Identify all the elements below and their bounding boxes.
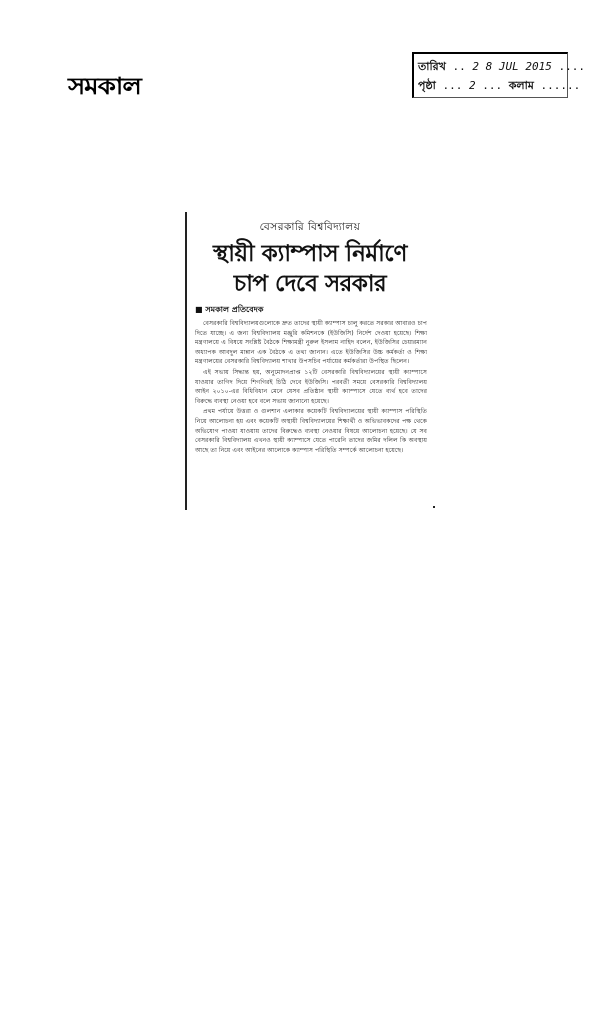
stamp-date-row: তারিখ .. 2 8 JUL 2015 .... [418,60,585,73]
stamp-column-label: কলাম [508,79,534,92]
article-paragraph: প্রথম পর্যায়ে উত্তরা ও গুলশান এলাকার কয়েকটি বিশ্ববিদ্যালয়ের স্থায়ী ক্যাম্পাস পরিস্থিতি নিয়ে আলোচনা হয় এবং কয়েকটি অস্থায়ী বিশ্ববিদ্যালয়ের শিক্ষার্থী ও অভিভাবকদের পক্ষ থেকে অভিযোগ পাওয়া যাওয়ায় তাদের বিরুদ্ধেও ব্যবস্থা নেওয়ার বিষয়ে আলোচনা হয়েছে। যে সব বেসরকারি বিশ্ববিদ্যালয় এখনও স্থায়ী ক্যাম্পাসে যেতে পারেনি তাদের জমির দলিল কি অবস্থায় আছে তা নিয়ে এবং আইনের আলোকে ক্যাম্পাস পরিস্থিতি সম্পর্কে আলোচনা হয়েছে। [195,408,427,454]
article-body [195,319,427,455]
stamp-date-value: 2 8 JUL 2015 [472,60,552,73]
stamp-page-value: 2 [468,79,476,92]
article-paragraph: বেসরকারি বিশ্ববিদ্যালয়গুলোকে দ্রুত তাদের স্থায়ী ক্যাম্পাস চালু করতে সরকার আবারও চাপ দিতে যাচ্ছে। এ জন্য বিশ্ববিদ্যালয় মঞ্জুরি কমিশনকে (ইউজিসি) নির্দেশ দেওয়া হয়েছে। শিক্ষা মন্ত্রণালয়ে এ বিষয়ে সংশ্লিষ্ট বৈঠকে শিক্ষামন্ত্রী নুরুল ইসলাম নাহিদ বলেন, ইউজিসির চেয়ারম্যান অধ্যাপক আবদুল মান্নান এক বৈঠকে এ তথ্য জানান। এতে ইউজিসির উচ্চ কর্মকর্তা ও শিক্ষা মন্ত্রণালয়ের বেসরকারি বিশ্ববিদ্যালয় শাখার উপসচিব পর্যায়ের কর্মকর্তারা উপস্থিত ছিলেন। [195,320,427,366]
newspaper-clipping [187,212,433,510]
clipping-date-stamp [412,52,585,98]
stamp-date-label: তারিখ [418,60,446,73]
newspaper-masthead-logo [68,68,228,104]
article-headline [187,239,433,299]
headline-line-1: স্থায়ী ক্যাম্পাস নির্মাণে [213,240,407,267]
article-paragraph: এই সভায় সিদ্ধান্ত হয়, অনুমোদনপ্রাপ্ত ১২টি বেসরকারি বিশ্ববিদ্যালয়ের স্থায়ী ক্যাম্পাসে যাওয়ার তাগিদ দিয়ে শিগগিরই চিঠি দেবে ইউজিসি। পরবর্তী সময়ে বেসরকারি বিশ্ববিদ্যালয় আইন ২০১০-এর বিধিবিধান মেনে যেসব প্রতিষ্ঠান স্থায়ী ক্যাম্পাসে যেতে ব্যর্থ হবে তাদের বিরুদ্ধে ব্যবস্থা নেওয়া হবে বলে সভায় জানানো হয়েছে। [195,368,427,405]
article-byline: ■ সমকাল প্রতিবেদক [195,305,264,314]
stamp-page-row: পৃষ্ঠা ... 2 ... কলাম ...... [418,79,581,92]
article-kicker: বেসরকারি বিশ্ববিদ্যালয় [259,221,361,233]
stamp-page-label: পৃষ্ঠা [418,79,436,92]
masthead-title: সমকাল [68,73,141,101]
headline-line-2: চাপ দেবে সরকার [233,270,387,297]
